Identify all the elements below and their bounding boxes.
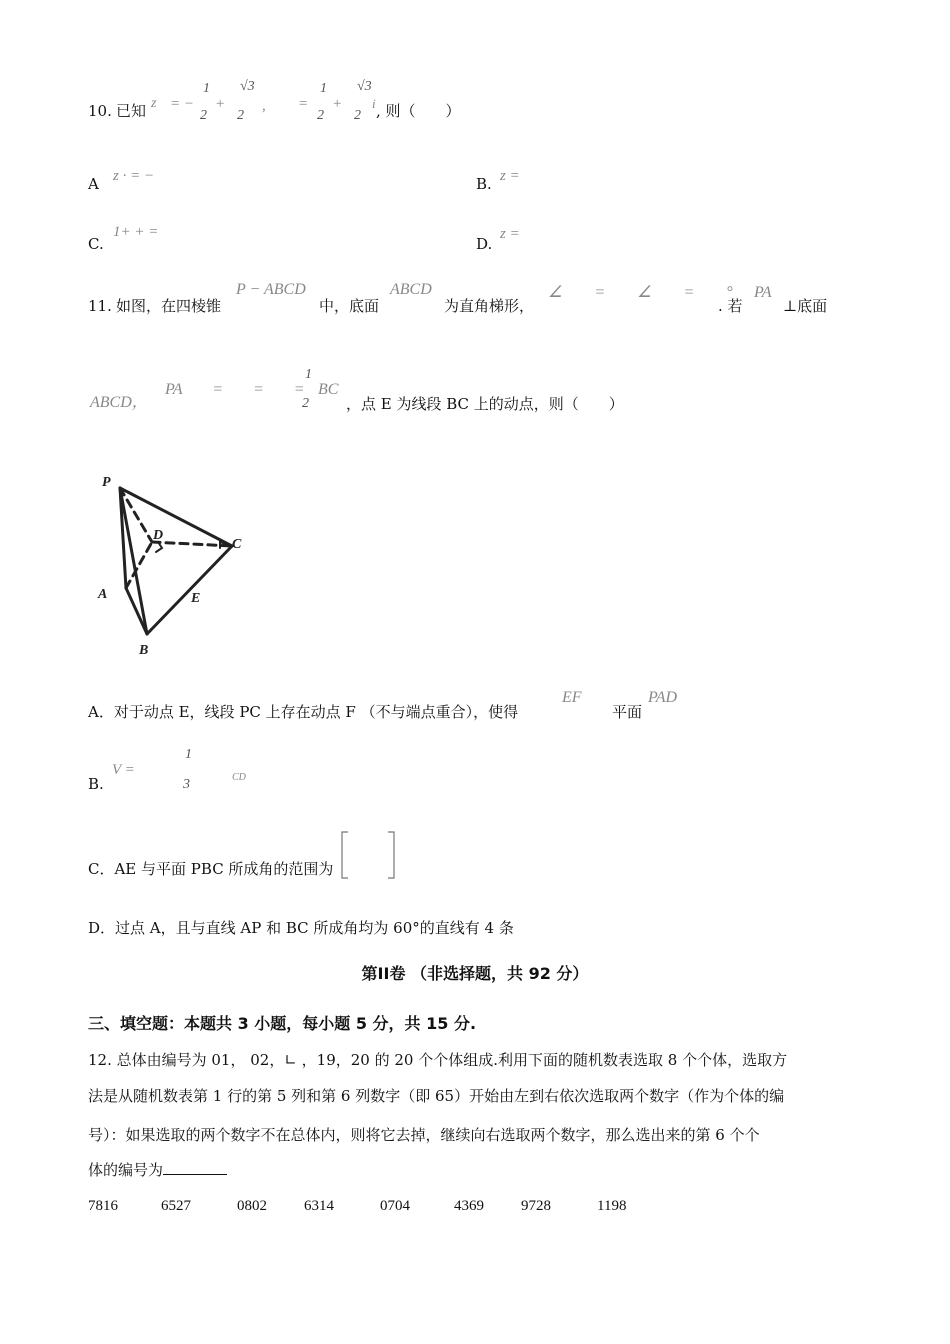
q11-option-d-text: D．过点 A，且与直线 AP 和 BC 所成角均为 60°的直线有 4 条 [88,919,514,937]
q10-number: 10. [88,102,112,120]
label-c: C [232,537,242,552]
q11-option-b-frac-num: 1 [185,747,192,762]
q12-line-4 [88,1160,227,1180]
q10-frac-two-d: 2 [354,108,361,123]
random-number-7: 9728 [521,1198,551,1214]
q11-option-a-math-ef: EF [562,689,582,706]
q10-math-eq: = [298,96,309,112]
q11-option-a-text: A．对于动点 E，线段 PC 上存在动点 F （不与端点重合），使得 [88,703,519,721]
q11-option-b-frac-den: 3 [183,777,190,792]
section-2-title: 第II卷 （非选择题，共 92 分） [361,964,589,983]
q11-frac-one: 1 [305,367,312,382]
q11-option-b-label: B. [88,775,104,793]
q10-math-comma: , [262,98,266,114]
q10-option-c-expr: 1+ + = [113,224,159,240]
q12-line-3: 号）：如果选取的两个数字不在总体内，则将它去掉，继续向右选取两个数字，那么选出来的第 6 个个 [88,1126,760,1144]
q12-line-1: 12. 总体由编号为 01， 02，∟ ，19，20 的 20 个个体组成.利用下面的随机数表选取 8 个个体，选取方 [88,1051,788,1069]
q12-line-4-text: 体的编号为 [88,1161,164,1179]
q11-line1-d: . 若 [718,297,743,315]
label-p: P [102,475,111,490]
q11-math-pa: PA [754,284,772,301]
random-number-4: 6314 [304,1198,334,1214]
q10-frac-sqrt-b: √3 [357,79,372,94]
random-number-2: 6527 [161,1198,191,1214]
q10-option-d-label: D. [476,235,493,253]
q10-option-b-expr: z = [500,168,520,184]
q10-frac-sqrt-a: √3 [240,79,255,94]
q10-frac-one-b: 1 [320,81,327,96]
q10-stem-prefix: 已知 [116,102,147,120]
q10-math-plus-b: + [332,96,343,112]
q10-option-c-label: C. [88,235,104,253]
q10-frac-two-c: 2 [317,108,324,123]
q12-answer-blank[interactable] [163,1160,227,1175]
q10-option-d-expr: z = [500,226,520,242]
q11-number: 11. [88,297,112,315]
q10-math-z1: z [151,96,157,111]
q11-option-c-text: C．AE 与平面 PBC 所成角的范围为 [88,860,334,878]
label-b: B [139,643,149,658]
q11-math-pyramid: P − ABCD [236,281,306,298]
edge-bc [147,546,232,634]
q12-line-2: 法是从随机数表第 1 行的第 5 列和第 6 列数字（即 65）开始由左到右依次选取两个数字（作为个体的编 [88,1087,785,1105]
pyramid-figure [90,466,260,658]
q11-option-b-math: V = [112,762,135,778]
q11-frac-two: 2 [302,396,309,411]
q11-line2-tail: ，点 E 为线段 BC 上的动点，则（ ） [346,395,624,413]
label-a: A [98,587,108,602]
label-d: D [153,528,164,543]
q10-frac-one-a: 1 [203,81,210,96]
left-bracket [342,832,348,878]
q10-stem-suffix: , 则（ ） [376,102,461,120]
label-e: E [191,591,201,606]
section-3-title: 三、填空题：本题共 3 小题，每小题 5 分，共 15 分. [88,1014,477,1033]
q10-math-plus-a: + [215,96,226,112]
q10-frac-two-a: 2 [200,108,207,123]
q10-frac-two-b: 2 [237,108,244,123]
q10-math-eq-neg: = − [170,96,194,112]
q11-math-angles: ∠ = ∠ = ° [548,284,733,301]
q10-option-a-label: A [88,175,99,193]
random-number-5: 0704 [380,1198,410,1214]
q11-math-base: ABCD [390,281,432,298]
random-number-6: 4369 [454,1198,484,1214]
q10-math-i: i [372,96,376,111]
q11-line1-e: ⊥底面 [783,297,828,315]
random-number-8: 1198 [597,1198,627,1214]
q11-line1-c: 为直角梯形， [444,297,535,315]
q10-option-a-expr: z · = − [113,168,155,184]
q10-option-b-label: B. [476,175,492,193]
interval-brackets [340,830,398,882]
q11-option-b-sub: CD [232,772,246,783]
q11-line2-base: ABCD， [90,394,148,411]
right-bracket [388,832,394,878]
q11-line1-a: 如图，在四棱锥 [116,297,222,315]
q11-math-lengths: PA = = = [165,381,305,398]
q11-option-a-math-pad: PAD [648,689,678,706]
q11-option-a-mid: 平面 [612,703,643,721]
random-number-3: 0802 [237,1198,267,1214]
q11-math-half-bc: BC [318,381,339,398]
q11-line1-b: 中，底面 [319,297,380,315]
random-number-1: 7816 [88,1198,118,1214]
